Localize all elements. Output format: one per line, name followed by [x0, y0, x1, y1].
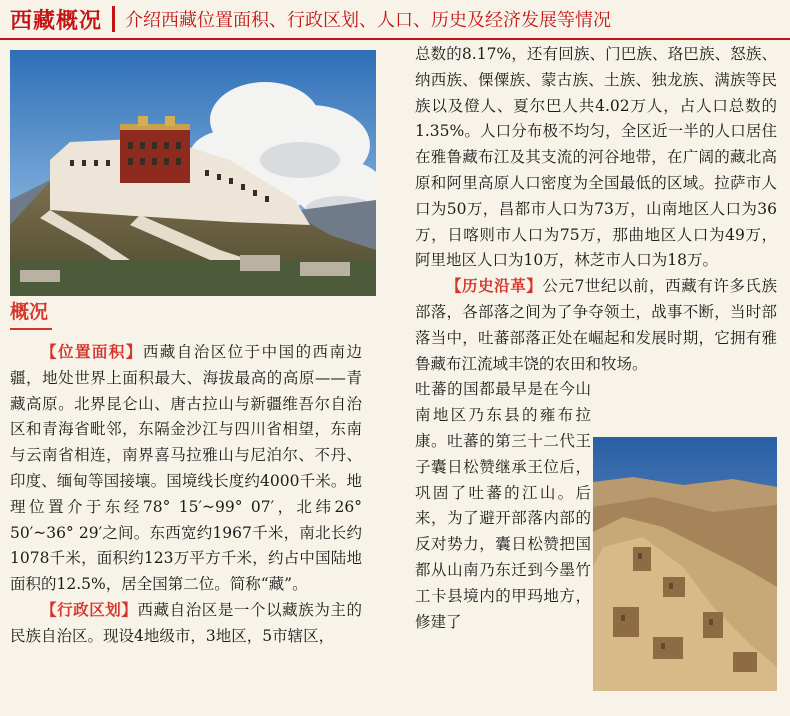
location-text: 西藏自治区位于中国的西南边疆，地处世界上面积最大、海拔最高的高原——青藏高原。北界昆仑山、唐古拉山与新疆维吾尔自治区和青海省毗邻，东隔金沙江与四川省相望，东南与云南省相连，南界喜马拉雅山与尼泊尔、不丹、印度、缅甸等国接壤。国境线长度约4000千米。地理位置介于东经78° 15′~99° 07′，北纬26° 50′~36° 29′之间。东西宽约1967千米，南北长约1078千米，面积约123万平方千米，约占中国陆地面积的12.5%，居全国第二位。简称“藏”。 [10, 343, 362, 594]
title-separator [112, 6, 115, 32]
history-wrap-paragraph: 吐蕃的国都最早是在今山南地区乃东县的雍布拉康。吐蕃的第三十二代王子囊日松赞继承王位后，巩固了吐蕃的江山。后来，为了避开部落内部的反对势力，囊日松赞把国都从山南乃东迁到今墨竹工卡县境内的甲玛地方，修建了 [415, 380, 591, 631]
location-tag: 【位置面积】 [41, 343, 143, 361]
admin-tag: 【行政区划】 [41, 600, 138, 619]
guge-ruins-photo [593, 437, 777, 691]
history-paragraph [415, 274, 777, 377]
page-title: 西藏概况 [10, 8, 103, 34]
admin-text: 西藏自治区是一个以藏族为主的民族自治区。现设4地级市，3地区，5市辖区， [10, 600, 362, 645]
history-tag: 【历史沿革】 [446, 277, 543, 296]
page-header [0, 0, 790, 40]
admin-paragraph [10, 598, 362, 650]
history-text: 公元7世纪以前，西藏有许多氏族部落，各部落之间为了争夺领土，战事不断，当时部落当中，吐蕃部落正处在崛起和发展时期，它拥有雅鲁藏布江流域丰饶的农田和牧场。 [415, 277, 777, 373]
page-subtitle: 介绍西藏位置面积、行政区划、人口、历史及经济发展等情况 [125, 10, 612, 31]
potala-palace-photo [10, 50, 376, 296]
left-column [10, 340, 362, 650]
population-paragraph: 总数的8.17%，还有回族、门巴族、珞巴族、怒族、纳西族、傈僳族、蒙古族、土族、独龙族、满族等民族以及僜人、夏尔巴人共4.02万人，占人口总数的1.35%。人口分布极不均匀，全区近一半的人口居住在雅鲁藏布江及其支流的河谷地带，在广阔的藏北高原和阿里高原人口密度为全国最低的区域。拉萨市人口为50万，昌都市人口为73万，山南地区人口为36万，日喀则市人口为75万，那曲地区人口为49万，阿里地区人口为10万，林芝市人口为18万。 [415, 45, 777, 270]
location-paragraph [10, 340, 362, 598]
section-title: 概况 [10, 296, 52, 330]
